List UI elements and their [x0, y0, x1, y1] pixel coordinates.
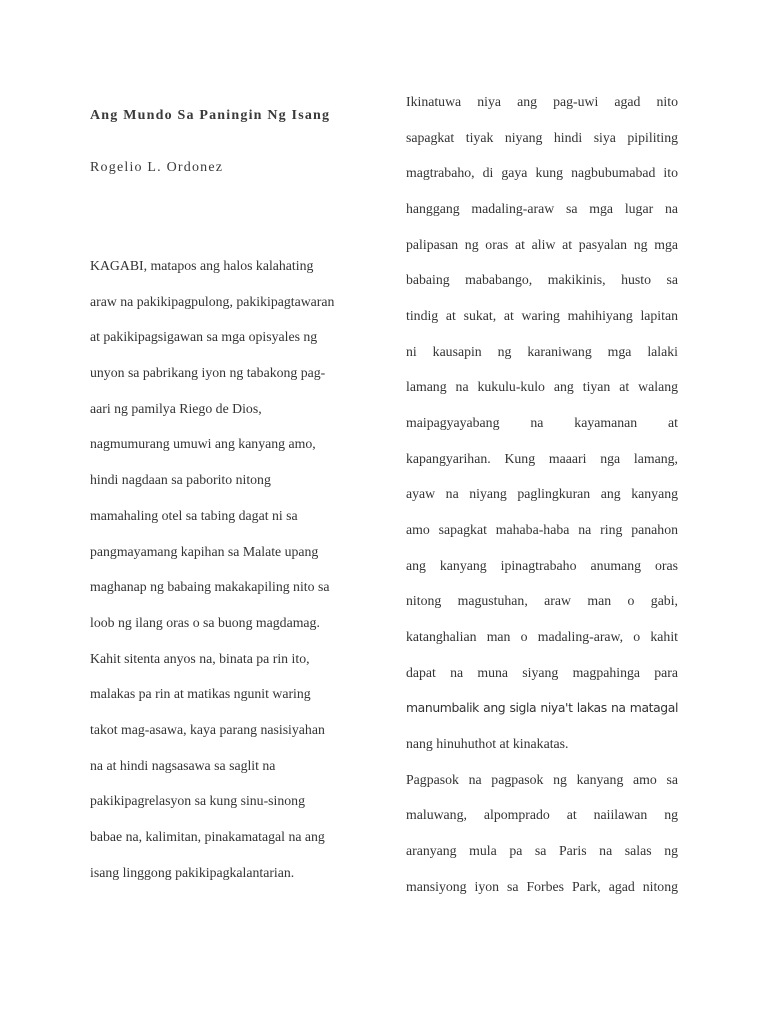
author-name: Rogelio L. Ordonez	[90, 160, 224, 175]
text-line: maghanap ng babaing makakapiling nito sa	[90, 579, 330, 594]
text-line: aranyang mula pa sa Paris na salas ng	[406, 843, 678, 858]
text-line: KAGABI, matapos ang halos kalahating	[90, 258, 314, 273]
text-line: pangmayamang kapihan sa Malate upang	[90, 544, 319, 559]
text-line: na at hindi nagsasawa sa saglit na	[90, 758, 276, 773]
text-line: hindi nagdaan sa paborito nitong	[90, 472, 271, 487]
text-line: ang kanyang ipinagtrabaho anumang oras	[406, 558, 678, 573]
text-line: magtrabaho, di gaya kung nagbubumabad ito	[406, 165, 678, 180]
text-line: manumbalik ang sigla niya't lakas na matagal	[406, 700, 678, 715]
text-line: ayaw na niyang paglingkuran ang kanyang	[406, 486, 678, 501]
text-line: Pagpasok na pagpasok ng kanyang amo sa	[406, 772, 678, 787]
text-line: maluwang, alpomprado at naiilawan ng	[406, 807, 678, 822]
text-line: loob ng ilang oras o sa buong magdamag.	[90, 615, 320, 630]
text-line: palipasan ng oras at aliw at pasyalan ng mga	[406, 237, 678, 252]
text-line: unyon sa pabrikang iyon ng tabakong pag-	[90, 365, 326, 380]
text-line: isang linggong pakikipagkalantarian.	[90, 865, 295, 880]
text-line: aari ng pamilya Riego de Dios,	[90, 401, 262, 416]
text-line: mansiyong iyon sa Forbes Park, agad nitong	[406, 879, 678, 894]
text-line: at pakikipagsigawan sa mga opisyales ng	[90, 329, 318, 344]
text-line: araw na pakikipagpulong, pakikipagtawaran	[90, 294, 335, 309]
text-line: amo sapagkat mahaba-haba na ring panahon	[406, 522, 678, 537]
text-line: Kahit sitenta anyos na, binata pa rin ito,	[90, 651, 310, 666]
text-line: nagmumurang umuwi ang kanyang amo,	[90, 436, 316, 451]
text-line: babae na, kalimitan, pinakamatagal na ang	[90, 829, 325, 844]
text-line: mamahaling otel sa tabing dagat ni sa	[90, 508, 298, 523]
text-line: hanggang madaling-araw sa mga lugar na	[406, 201, 678, 216]
text-line: takot mag-asawa, kaya parang nasisiyahan	[90, 722, 325, 737]
text-line: dapat na muna siyang magpahinga para	[406, 665, 678, 680]
text-line: katanghalian man o madaling-araw, o kahit	[406, 629, 678, 644]
text-line: malakas pa rin at matikas ngunit waring	[90, 686, 311, 701]
text-line: pakikipagrelasyon sa kung sinu-sinong	[90, 793, 305, 808]
text-line: babaing mababango, makikinis, husto sa	[406, 272, 678, 287]
text-line: nang hinuhuthot at kinakatas.	[406, 736, 569, 751]
text-line: kapangyarihan. Kung maaari nga lamang,	[406, 451, 678, 466]
text-line: lamang na kukulu-kulo ang tiyan at walang	[406, 379, 678, 394]
text-line: ni kausapin ng karaniwang mga lalaki	[406, 344, 678, 359]
text-line: nitong magustuhan, araw man o gabi,	[406, 593, 678, 608]
story-title: Ang Mundo Sa Paningin Ng Isang	[90, 108, 331, 123]
text-line: maipagyayabang na kayamanan at	[406, 415, 678, 430]
text-line: sapagkat tiyak niyang hindi siya pipiliting	[406, 130, 678, 145]
text-line: tindig at sukat, at waring mahihiyang lapitan	[406, 308, 678, 323]
text-line: Ikinatuwa niya ang pag-uwi agad nito	[406, 94, 678, 109]
